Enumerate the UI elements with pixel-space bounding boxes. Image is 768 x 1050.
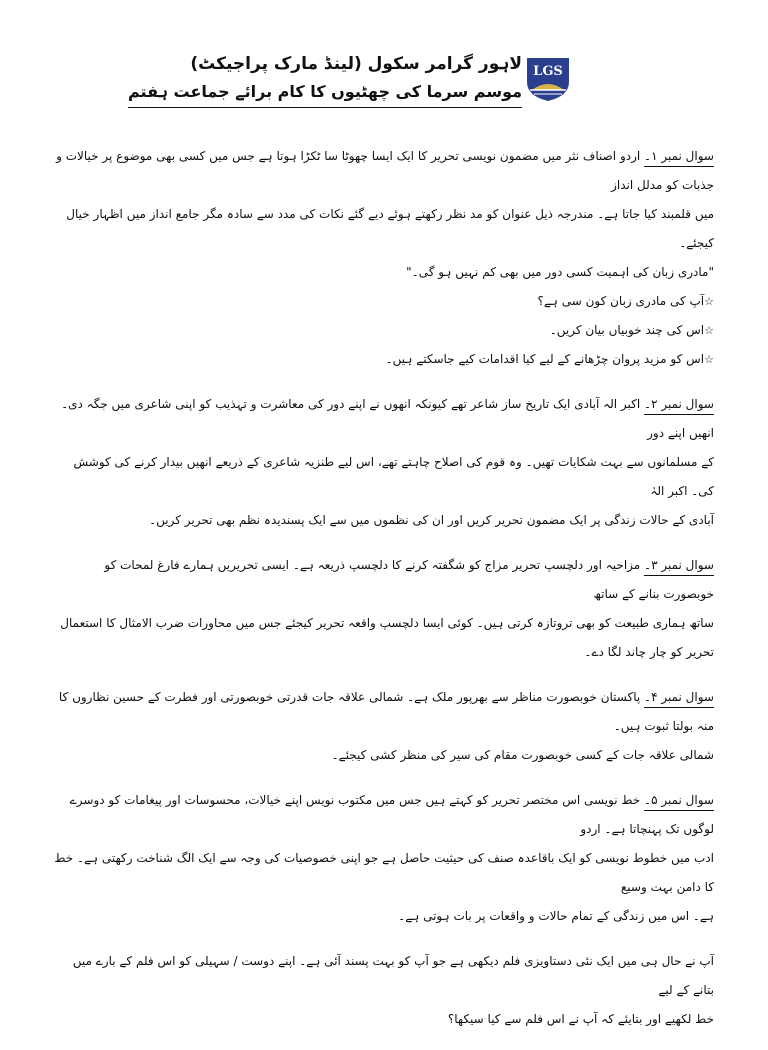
- question-text: ادب میں خطوط نویسی کو ایک باقاعدہ صنف کی حیثیت حاصل ہے جو اپنی خصوصیات کی وجہ سے ایک الگ شناخت رکھتی ہے۔ خط کا دامن بہت وسیع: [54, 851, 714, 894]
- assignment-title: موسم سرما کی چھٹیوں کا کام برائے جماعت ہفتم: [128, 78, 522, 108]
- question-text: اکبر الہ آبادی ایک تاریخ ساز شاعر تھے کیونکہ انھوں نے اپنے دور کی معاشرت و تہذیب کو اپنی شاعری میں جگہ دی۔ انھیں اپنے دور: [61, 397, 714, 440]
- question-3: [54, 551, 714, 667]
- list-item: ☆آپ کی مادری زبان کون سی ہے؟: [537, 294, 714, 308]
- question-line: [54, 551, 714, 609]
- list-item: ☆اس کو مزید پروان چڑھانے کے لیے کیا اقدامات کیے جاسکتے ہیں۔: [385, 352, 714, 366]
- question-text: میں قلمبند کیا جاتا ہے۔ مندرجہ ذیل عنوان کو مد نظر رکھتے ہوئے دیے گئے نکات کی مدد سے سادہ مگر جامع انداز میں اظہار خیال کیجئے۔: [66, 207, 714, 250]
- question-text: شمالی علاقہ جات کے کسی خوبصورت مقام کی سیر کی منظر کشی کیجئے۔: [331, 748, 714, 762]
- question-text: خط لکھیے اور بتایئے کہ آپ نے اس فلم سے کیا سیکھا؟: [447, 1012, 714, 1026]
- question-4: [54, 683, 714, 770]
- question-label: سوال نمبر ۲۔: [644, 394, 714, 415]
- question-1: [54, 142, 714, 374]
- question-text: کے مسلمانوں سے بہت شکایات تھیں۔ وہ قوم کی اصلاح چاہتے تھے، اس لیے طنزیہ شاعری کے ذریعے انھیں بیدار کرنے کی کوشش کی۔ اکبر الہٰ: [73, 455, 714, 498]
- question-line: [54, 683, 714, 741]
- document-body: [54, 142, 714, 1050]
- question-label: سوال نمبر ۱۔: [644, 146, 714, 167]
- star-icon: ☆: [704, 324, 714, 337]
- question-label: سوال نمبر ۵۔: [644, 790, 714, 811]
- question-line: [54, 390, 714, 448]
- question-line: [54, 786, 714, 844]
- school-logo: [524, 56, 572, 102]
- question-text: آپ نے حال ہی میں ایک نئی دستاویزی فلم دیکھی ہے جو آپ کو بہت پسند آئی ہے۔ اپنے دوست / سہیلی کو اس فلم کے بارے میں بتانے کے لیے: [72, 954, 714, 997]
- list-item: ☆اس کی چند خوبیاں بیان کریں۔: [549, 323, 714, 337]
- closing-question: [54, 947, 714, 1034]
- question-2: [54, 390, 714, 535]
- title-block: [128, 50, 522, 108]
- school-title: لاہور گرامر سکول (لینڈ مارک پراجیکٹ): [190, 54, 522, 74]
- question-label: سوال نمبر ۳۔: [644, 555, 714, 576]
- question-text: ہے۔ اس میں زندگی کے تمام حالات و واقعات پر بات ہوتی ہے۔: [398, 909, 714, 923]
- logo-text: LGS: [533, 64, 563, 79]
- question-text: پاکستان خوبصورت مناظر سے بھرپور ملک ہے۔ شمالی علاقہ جات قدرتی خوبصورتی اور فطرت کے حسین نظاروں کا منہ بولتا ثبوت ہیں۔: [58, 690, 714, 733]
- question-line: [54, 142, 714, 200]
- question-text: ساتھ ہماری طبیعت کو بھی تروتازہ کرتی ہیں۔ کوئی ایسا دلچسپ واقعہ تحریر کیجئے جس میں محاورات ضرب الامثال کا استعمال تحریر کو چار چاند لگا دے۔: [60, 616, 714, 659]
- question-text: آبادی کے حالات زندگی پر ایک مضمون تحریر کریں اور ان کی نظموں میں سے ایک پسندیدہ نظم بھی تحریر کریں۔: [149, 513, 714, 527]
- question-5: [54, 786, 714, 931]
- page-header: [0, 50, 768, 130]
- star-icon: ☆: [704, 295, 714, 308]
- topic-quote: "مادری زبان کی اہمیت کسی دور میں بھی کم نہیں ہو گی۔": [406, 265, 714, 279]
- question-text: مزاحیہ اور دلچسپ تحریر مزاج کو شگفتہ کرنے کا دلچسپ ذریعہ ہے۔ ایسی تحریریں ہمارے فارغ لمحات کو خوبصورت بنانے کے ساتھ: [104, 558, 714, 601]
- question-label: سوال نمبر ۴۔: [644, 687, 714, 708]
- question-text: خط نویسی اس مختصر تحریر کو کہتے ہیں جس میں مکتوب نویس اپنے خیالات، محسوسات اور پیغامات کو دوسرے لوگوں تک پہنچاتا ہے۔ اردو: [69, 793, 714, 836]
- question-text: اردو اصناف نثر میں مضمون نویسی تحریر کا ایک ایسا چھوٹا سا ٹکڑا ہوتا ہے جس میں کسی بھی موضوع پر خیالات و جذبات کو مدلل انداز: [56, 149, 714, 192]
- star-icon: ☆: [704, 353, 714, 366]
